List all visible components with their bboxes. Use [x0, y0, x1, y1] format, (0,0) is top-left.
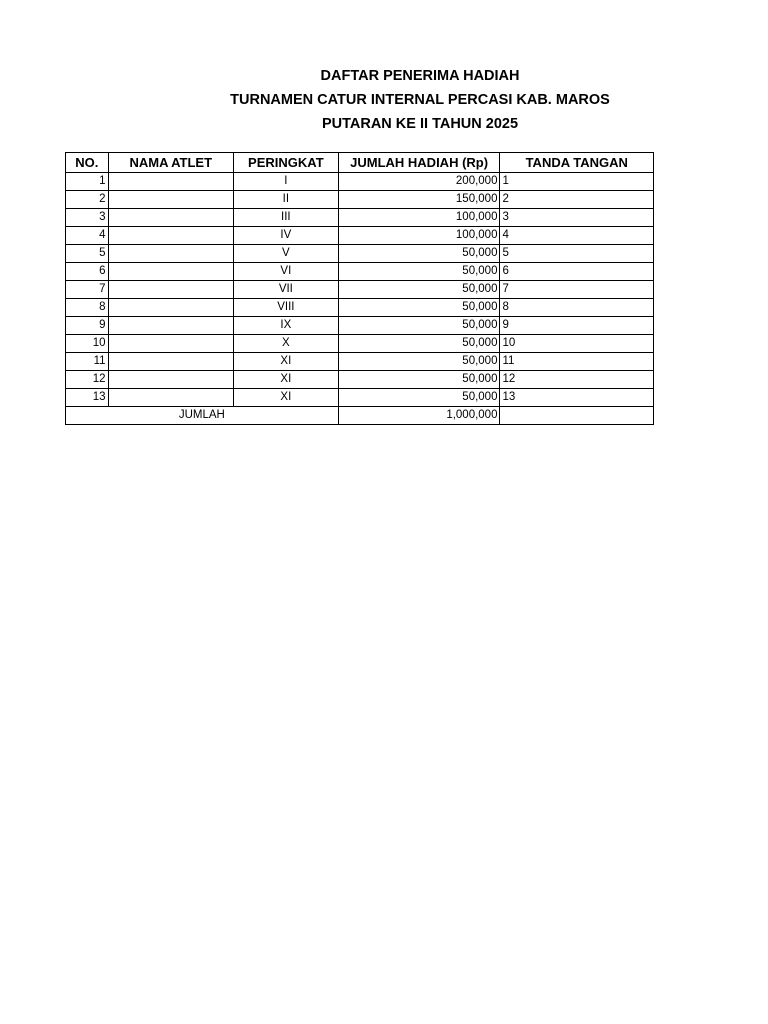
table-row	[66, 335, 654, 353]
athlete-name-cell	[108, 281, 233, 299]
table-row	[66, 299, 654, 317]
signature-cell: 10	[500, 335, 654, 353]
rank-cell: IX	[233, 317, 338, 335]
table-row	[66, 281, 654, 299]
table-row	[66, 353, 654, 371]
signature-cell: 11	[500, 353, 654, 371]
row-number: 4	[66, 227, 109, 245]
row-number: 7	[66, 281, 109, 299]
table-row	[66, 173, 654, 191]
rank-cell: VI	[233, 263, 338, 281]
signature-cell: 7	[500, 281, 654, 299]
table-header-row	[66, 153, 654, 173]
row-number: 13	[66, 389, 109, 407]
row-number: 10	[66, 335, 109, 353]
row-number: 5	[66, 245, 109, 263]
athlete-name-cell	[108, 389, 233, 407]
prize-amount-cell: 50,000	[338, 245, 500, 263]
prize-recipients-table	[65, 152, 654, 425]
rank-cell: XI	[233, 353, 338, 371]
row-number: 11	[66, 353, 109, 371]
prize-amount-cell: 50,000	[338, 371, 500, 389]
prize-amount-cell: 50,000	[338, 263, 500, 281]
prize-amount-cell: 150,000	[338, 191, 500, 209]
header-prize-amount: JUMLAH HADIAH (Rp)	[338, 153, 500, 173]
row-number: 8	[66, 299, 109, 317]
athlete-name-cell	[108, 173, 233, 191]
signature-cell: 9	[500, 317, 654, 335]
header-signature: TANDA TANGAN	[500, 153, 654, 173]
signature-cell: 13	[500, 389, 654, 407]
prize-amount-cell: 50,000	[338, 389, 500, 407]
athlete-name-cell	[108, 299, 233, 317]
rank-cell: VII	[233, 281, 338, 299]
total-value: 1,000,000	[338, 407, 500, 425]
prize-amount-cell: 100,000	[338, 227, 500, 245]
athlete-name-cell	[108, 209, 233, 227]
document-subtitle: TURNAMEN CATUR INTERNAL PERCASI KAB. MAROS	[230, 92, 610, 108]
signature-cell: 1	[500, 173, 654, 191]
athlete-name-cell	[108, 335, 233, 353]
prize-amount-cell: 50,000	[338, 335, 500, 353]
row-number: 9	[66, 317, 109, 335]
table-row	[66, 227, 654, 245]
rank-cell: X	[233, 335, 338, 353]
table-row	[66, 263, 654, 281]
header-rank: PERINGKAT	[233, 153, 338, 173]
prize-amount-cell: 50,000	[338, 353, 500, 371]
table-row	[66, 371, 654, 389]
signature-cell: 4	[500, 227, 654, 245]
row-number: 3	[66, 209, 109, 227]
header-no: NO.	[66, 153, 109, 173]
rank-cell: VIII	[233, 299, 338, 317]
row-number: 1	[66, 173, 109, 191]
prize-amount-cell: 50,000	[338, 317, 500, 335]
prize-amount-cell: 200,000	[338, 173, 500, 191]
athlete-name-cell	[108, 227, 233, 245]
total-row	[66, 407, 654, 425]
rank-cell: II	[233, 191, 338, 209]
athlete-name-cell	[108, 317, 233, 335]
signature-cell: 3	[500, 209, 654, 227]
document-round: PUTARAN KE II TAHUN 2025	[321, 116, 519, 132]
signature-cell: 8	[500, 299, 654, 317]
table-row	[66, 245, 654, 263]
header-athlete-name: NAMA ATLET	[108, 153, 233, 173]
rank-cell: IV	[233, 227, 338, 245]
rank-cell: III	[233, 209, 338, 227]
table-row	[66, 389, 654, 407]
total-label: JUMLAH	[66, 407, 339, 425]
signature-cell: 6	[500, 263, 654, 281]
signature-cell: 2	[500, 191, 654, 209]
prize-amount-cell: 50,000	[338, 281, 500, 299]
athlete-name-cell	[108, 353, 233, 371]
prize-amount-cell: 100,000	[338, 209, 500, 227]
table-row	[66, 317, 654, 335]
rank-cell: XI	[233, 389, 338, 407]
athlete-name-cell	[108, 191, 233, 209]
rank-cell: XI	[233, 371, 338, 389]
table-body	[66, 173, 654, 407]
prize-amount-cell: 50,000	[338, 299, 500, 317]
rank-cell: V	[233, 245, 338, 263]
document-title: DAFTAR PENERIMA HADIAH	[320, 68, 520, 84]
athlete-name-cell	[108, 371, 233, 389]
signature-cell: 5	[500, 245, 654, 263]
athlete-name-cell	[108, 263, 233, 281]
table-row	[66, 191, 654, 209]
row-number: 2	[66, 191, 109, 209]
athlete-name-cell	[108, 245, 233, 263]
rank-cell: I	[233, 173, 338, 191]
table-row	[66, 209, 654, 227]
row-number: 6	[66, 263, 109, 281]
row-number: 12	[66, 371, 109, 389]
total-signature-cell	[500, 407, 654, 425]
signature-cell: 12	[500, 371, 654, 389]
